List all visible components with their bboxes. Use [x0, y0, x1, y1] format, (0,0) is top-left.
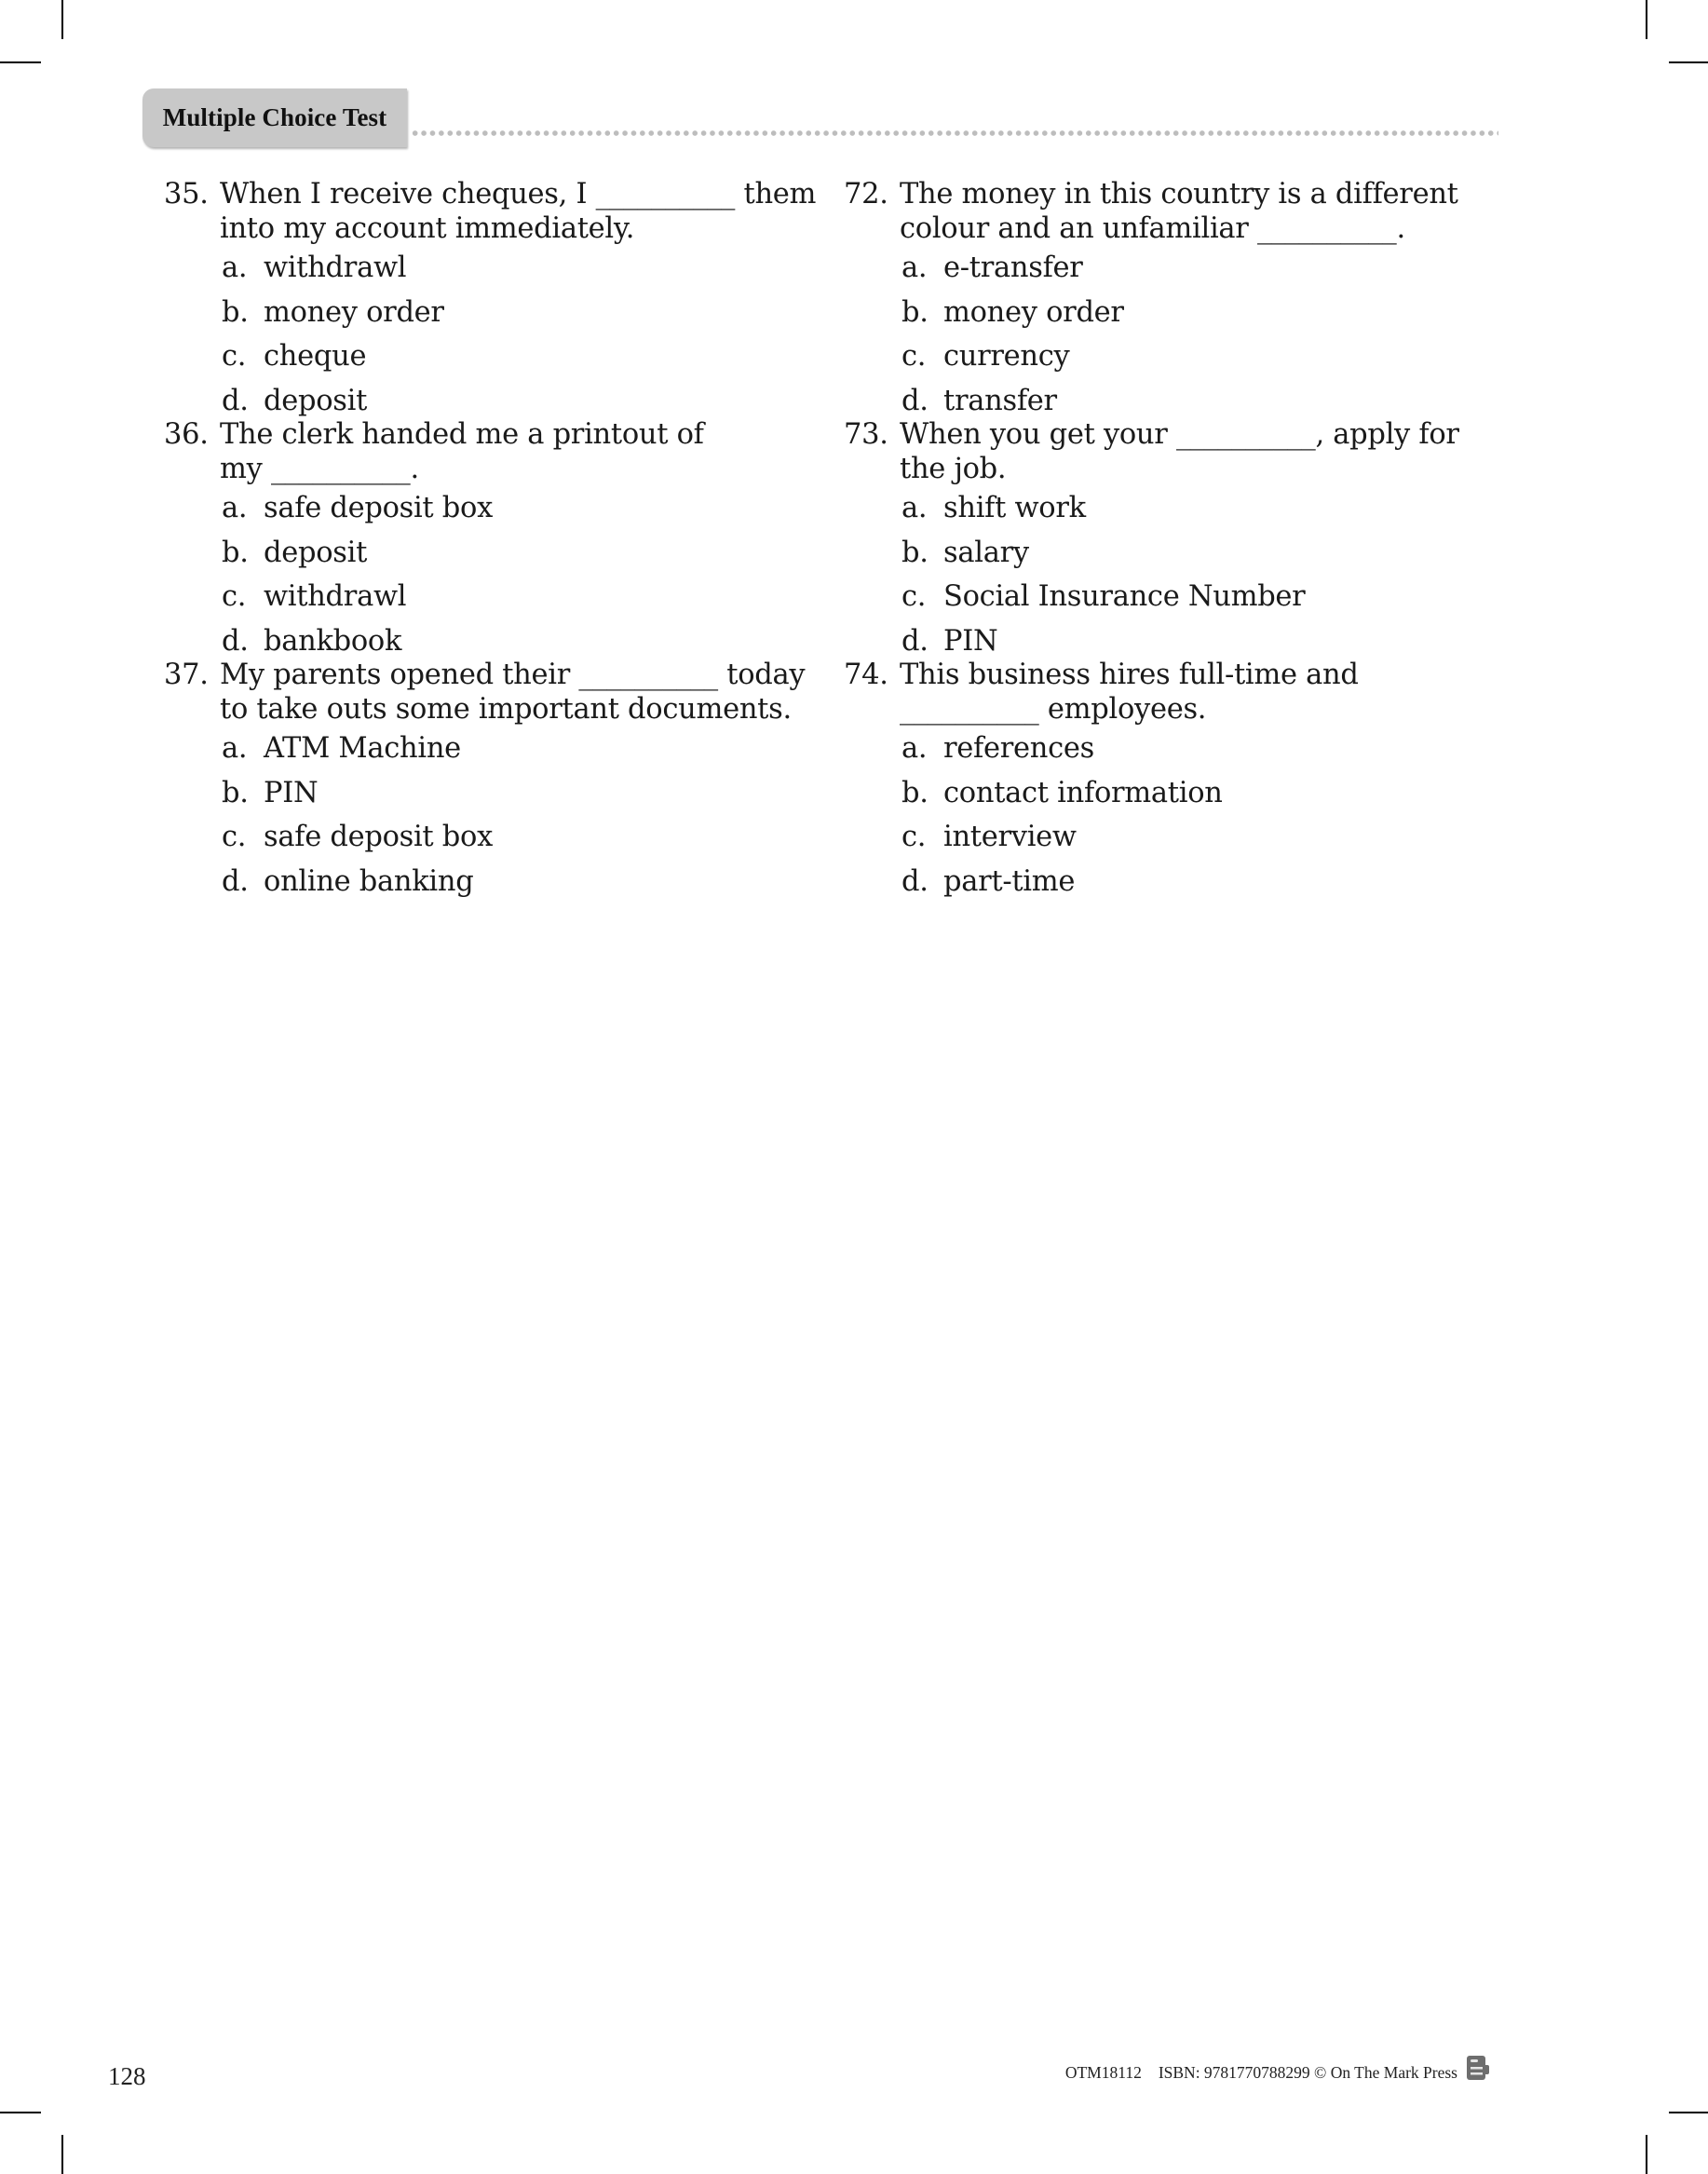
crop-mark-top-left-horizontal	[0, 61, 41, 63]
option-letter: c.	[222, 821, 247, 853]
option-text: interview	[943, 821, 1077, 853]
option-letter: b.	[222, 295, 249, 329]
dotted-divider	[411, 129, 1498, 137]
question-72	[844, 177, 1505, 423]
option-text: shift work	[943, 492, 1086, 524]
option-d	[844, 619, 1505, 664]
option-text: deposit	[264, 536, 368, 569]
crop-mark-top-right-horizontal	[1669, 61, 1708, 63]
section-title-tab	[142, 88, 407, 147]
option-letter: c.	[901, 821, 927, 853]
option-b	[844, 531, 1505, 576]
option-text: references	[943, 732, 1095, 765]
option-text: contact information	[943, 776, 1223, 809]
option-c	[844, 815, 1505, 860]
question-number: 35.	[164, 178, 209, 211]
footer-publisher-info	[1065, 2063, 1457, 2083]
option-text: salary	[943, 536, 1029, 569]
option-text: bankbook	[264, 624, 402, 658]
section-title: Multiple Choice Test	[162, 103, 387, 131]
question-number: 73.	[844, 418, 888, 451]
question-stem: The money in this country is a different colour and an unfamiliar __________.	[900, 178, 1458, 245]
option-text: deposit	[264, 384, 368, 417]
option-a	[164, 727, 834, 771]
option-a	[164, 486, 834, 531]
option-letter: c.	[901, 340, 927, 373]
question-stem: My parents opened their __________ today to take outs some important documents.	[220, 659, 806, 726]
page-number: 128	[108, 2062, 146, 2090]
crop-mark-top-right-vertical	[1646, 0, 1647, 39]
option-letter: d.	[901, 624, 929, 658]
option-letter: c.	[222, 580, 247, 613]
option-letter: b.	[901, 295, 929, 329]
option-text: transfer	[943, 384, 1057, 417]
option-a	[844, 246, 1505, 291]
question-73	[844, 417, 1505, 663]
option-letter: b.	[901, 536, 929, 569]
option-d	[164, 379, 834, 424]
option-b	[844, 291, 1505, 335]
question-stem: When you get your __________, apply for the job.	[900, 418, 1459, 485]
option-text: withdrawl	[264, 580, 407, 613]
question-stem: When I receive cheques, I __________ them into my account immediately.	[220, 178, 817, 245]
option-b	[164, 291, 834, 335]
crop-mark-top-left-vertical	[61, 0, 63, 39]
question-number: 36.	[164, 418, 209, 451]
option-text: money order	[264, 295, 444, 329]
option-letter: b.	[222, 536, 249, 569]
crop-mark-bottom-left-vertical	[61, 2135, 63, 2174]
option-a	[844, 486, 1505, 531]
option-letter: a.	[222, 492, 248, 524]
option-letter: a.	[901, 251, 928, 284]
option-text: part-time	[943, 864, 1076, 898]
option-text: money order	[943, 295, 1124, 329]
question-number: 37.	[164, 659, 209, 691]
question-35	[164, 177, 834, 423]
option-text: PIN	[264, 776, 319, 809]
question-number: 74.	[844, 659, 888, 691]
option-letter: b.	[901, 776, 929, 809]
option-letter: c.	[901, 580, 927, 613]
option-text: ATM Machine	[264, 732, 461, 765]
option-c	[164, 815, 834, 860]
option-letter: a.	[901, 492, 928, 524]
option-letter: c.	[222, 340, 247, 373]
option-letter: b.	[222, 776, 249, 809]
option-a	[844, 727, 1505, 771]
option-letter: a.	[901, 732, 928, 765]
question-37	[164, 658, 834, 904]
option-text: withdrawl	[264, 251, 407, 284]
option-d	[844, 860, 1505, 904]
crop-mark-bottom-right-horizontal	[1669, 2112, 1708, 2113]
crop-mark-bottom-right-vertical	[1646, 2135, 1647, 2174]
option-letter: d.	[901, 384, 929, 417]
option-b	[844, 771, 1505, 816]
option-text: safe deposit box	[264, 492, 493, 524]
option-text: online banking	[264, 864, 474, 898]
question-stem: This business hires full-time and __________ employees.	[900, 659, 1359, 726]
question-74	[844, 658, 1505, 904]
option-letter: a.	[222, 251, 248, 284]
option-b	[164, 771, 834, 816]
option-c	[164, 334, 834, 379]
option-letter: d.	[901, 864, 929, 898]
publisher-logo-icon	[1465, 2054, 1491, 2082]
option-text: currency	[943, 340, 1070, 373]
crop-mark-bottom-left-horizontal	[0, 2112, 41, 2113]
option-c	[844, 575, 1505, 619]
option-text: safe deposit box	[264, 821, 493, 853]
option-letter: d.	[222, 864, 249, 898]
option-b	[164, 531, 834, 576]
option-d	[164, 619, 834, 664]
question-number: 72.	[844, 178, 888, 211]
option-letter: d.	[222, 624, 249, 658]
option-text: PIN	[943, 624, 998, 658]
option-c	[164, 575, 834, 619]
question-36	[164, 417, 834, 663]
option-text: e-transfer	[943, 251, 1083, 284]
option-d	[844, 379, 1505, 424]
option-c	[844, 334, 1505, 379]
question-column-left	[164, 177, 834, 904]
question-column-right	[844, 177, 1505, 904]
option-a	[164, 246, 834, 291]
option-d	[164, 860, 834, 904]
option-letter: a.	[222, 732, 248, 765]
isbn-copyright: ISBN: 9781770788299 © On The Mark Press	[1158, 2063, 1457, 2082]
option-letter: d.	[222, 384, 249, 417]
question-stem: The clerk handed me a printout of my __________.	[220, 418, 704, 485]
option-text: Social Insurance Number	[943, 580, 1306, 613]
option-text: cheque	[264, 340, 367, 373]
product-code: OTM18112	[1064, 2063, 1142, 2082]
